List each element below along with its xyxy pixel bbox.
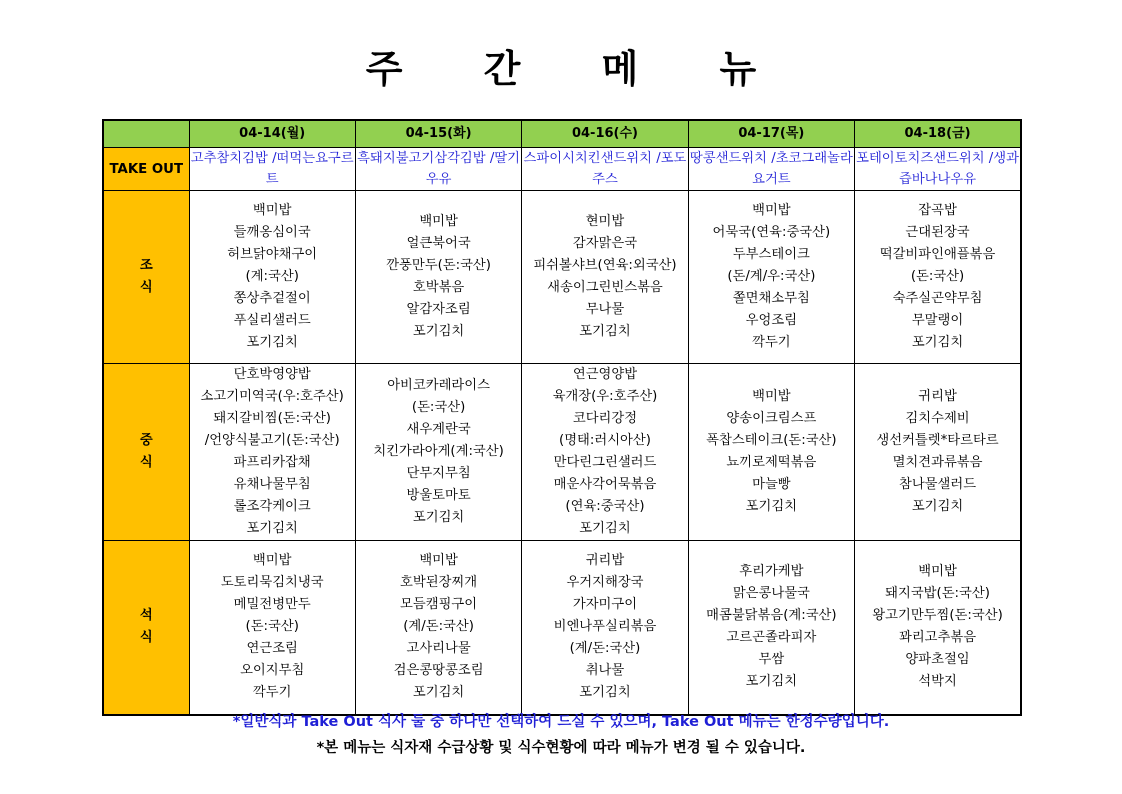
meal-label <box>103 191 189 364</box>
menu-item: 백미밥 <box>752 203 791 218</box>
takeout-label <box>103 148 189 191</box>
menu-item: 김치수제비 <box>905 411 970 426</box>
menu-item: 포기김치 <box>911 499 964 514</box>
menu-item: 왕고기만두찜(돈:국산) <box>872 608 1003 624</box>
menu-item: 우엉조림 <box>745 313 798 328</box>
menu-item: 피쉬볼샤브(연육:외국산) <box>533 258 677 273</box>
menu-item: /생과즙바나나우유 <box>898 151 1019 187</box>
menu-item: 아비코카레라이스 <box>387 378 490 393</box>
menu-item: (계:국산) <box>245 269 299 284</box>
menu-item: /떠먹는요구르트 <box>265 151 354 187</box>
menu-item: 포기김치 <box>579 521 631 536</box>
menu-item: 근대된장국 <box>905 225 970 240</box>
menu-item: 포기김치 <box>412 510 465 525</box>
menu-item: 포기김치 <box>246 521 298 536</box>
menu-cell <box>688 541 854 715</box>
row-label-line: 조 <box>139 258 153 273</box>
menu-item: 떡갈비파인애플볶음 <box>879 247 996 262</box>
menu-item: 코다리강정 <box>572 411 638 426</box>
menu-item: (돈:국산) <box>411 400 466 415</box>
menu-item: 포기김치 <box>412 324 465 339</box>
menu-cell <box>855 191 1021 364</box>
menu-item: 마늘빵 <box>752 477 791 492</box>
menu-item: 고르곤졸라피자 <box>726 630 817 646</box>
menu-item: 가자미구이 <box>572 597 638 613</box>
row-label-line: 식 <box>139 455 153 470</box>
menu-item: /포도주스 <box>592 151 687 187</box>
meal-row <box>103 364 1021 541</box>
menu-item: /언양식불고기(돈:국산) <box>204 433 340 448</box>
menu-item: 생선커틀렛*타르타르 <box>876 433 999 448</box>
menu-item: 방울토마토 <box>406 488 471 503</box>
menu-item: 포기김치 <box>246 335 298 350</box>
menu-item: 파프리카잡채 <box>233 455 311 470</box>
menu-item: 포기김치 <box>745 499 798 514</box>
menu-item: 단무지무침 <box>406 466 471 481</box>
menu-item: 포기김치 <box>911 335 964 350</box>
day-header: 04-18(금) <box>855 120 1021 148</box>
takeout-cell <box>522 148 688 191</box>
menu-item: 만다린그린샐러드 <box>553 455 657 470</box>
menu-item: (계/돈:국산) <box>569 641 641 657</box>
menu-item: 육개장(우:호주산) <box>552 389 658 404</box>
day-header: 04-15(화) <box>355 120 521 148</box>
menu-item: 석박지 <box>918 674 957 690</box>
menu-cell <box>855 364 1021 541</box>
menu-item: 푸실리샐러드 <box>233 313 311 328</box>
menu-cell <box>855 541 1021 715</box>
menu-item: 포테이토치즈샌드위치 <box>856 151 985 166</box>
menu-item: 쫄면채소무침 <box>732 291 810 306</box>
day-header: 04-17(목) <box>688 120 854 148</box>
menu-item: 모듬캠핑구이 <box>400 597 478 613</box>
menu-item: 포기김치 <box>412 685 465 701</box>
menu-item: 새송이그린빈스볶음 <box>547 280 663 295</box>
notice-takeout: *일반식과 Take Out 식사 둘 중 하나만 선택하여 드실 수 있으며, Take Out 메뉴는 한정수량입니다. <box>232 714 890 730</box>
menu-item: 무나물 <box>585 302 625 317</box>
menu-item: 백미밥 <box>419 553 458 569</box>
takeout-cell <box>189 148 355 191</box>
menu-item: 소고기미역국(우:호주산) <box>200 389 344 404</box>
menu-item: 백미밥 <box>252 203 292 218</box>
menu-item: 취나물 <box>585 663 625 679</box>
menu-item: 현미밥 <box>585 214 625 229</box>
menu-cell <box>189 364 355 541</box>
menu-item: 멸치견과류볶음 <box>892 455 983 470</box>
menu-item: 숙주실곤약무침 <box>892 291 983 306</box>
menu-cell <box>355 191 521 364</box>
menu-cell <box>355 541 521 715</box>
menu-item: 도토리묵김치냉국 <box>220 575 324 591</box>
menu-item: 매콤불닭볶음(계:국산) <box>706 608 837 624</box>
day-header: 04-16(수) <box>522 120 688 148</box>
menu-item: 우거지해장국 <box>566 575 644 591</box>
takeout-cell <box>855 148 1021 191</box>
menu-cell <box>688 364 854 541</box>
menu-item: 꽈리고추볶음 <box>898 630 977 646</box>
page-title: 주 간 메 뉴 <box>365 47 791 91</box>
menu-item: 돼지갈비찜(돈:국산) <box>213 411 331 426</box>
row-label-line: 식 <box>139 630 153 646</box>
menu-item: 허브닭야채구이 <box>227 247 318 262</box>
menu-item: /딸기우유 <box>425 151 521 187</box>
menu-cell <box>522 364 688 541</box>
menu-item: 흑돼지불고기삼각김밥 <box>357 151 486 166</box>
menu-item: 고추참치김밥 <box>190 151 268 166</box>
menu-item: 잡곡밥 <box>918 203 957 218</box>
takeout-row <box>103 148 1021 191</box>
menu-item: 참나물샐러드 <box>898 477 977 492</box>
menu-item: 후리가케밥 <box>739 564 804 580</box>
menu-item: 얼큰북어국 <box>406 236 471 251</box>
menu-item: 들깨옹심이국 <box>233 225 311 240</box>
menu-item: 백미밥 <box>752 389 791 404</box>
menu-cell <box>688 191 854 364</box>
menu-item: 백미밥 <box>252 553 292 569</box>
menu-cell <box>522 541 688 715</box>
weekly-menu-table <box>102 119 1022 716</box>
menu-item: 포기김치 <box>745 674 798 690</box>
menu-item: 스파이시치킨샌드위치 <box>523 151 652 166</box>
menu-item: 포기김치 <box>579 324 631 339</box>
menu-item: 양파초절임 <box>905 652 970 668</box>
menu-item: 감자맑은국 <box>572 236 638 251</box>
takeout-cell <box>688 148 854 191</box>
meal-row <box>103 541 1021 715</box>
menu-item: /초코그래놀라요거트 <box>752 151 853 187</box>
day-header: 04-14(월) <box>189 120 355 148</box>
menu-item: 유채나물무침 <box>233 477 311 492</box>
menu-item: 백미밥 <box>918 564 957 580</box>
menu-item: 땅콩샌드위치 <box>689 151 767 166</box>
menu-item: 어묵국(연육:중국산) <box>712 225 831 240</box>
menu-item: 두부스테이크 <box>732 247 810 262</box>
menu-cell <box>189 541 355 715</box>
menu-item: (돈/계/우:국산) <box>727 269 816 284</box>
row-label-line: OUT <box>151 161 184 177</box>
menu-cell <box>522 191 688 364</box>
menu-item: (돈:국산) <box>910 269 965 284</box>
menu-item: 백미밥 <box>419 214 458 229</box>
menu-item: 포기김치 <box>579 685 631 701</box>
menu-item: 맑은콩나물국 <box>732 586 810 602</box>
header-corner-cell <box>103 120 189 148</box>
menu-item: 오이지무침 <box>240 663 305 679</box>
menu-item: 돼지국밥(돈:국산) <box>885 586 990 602</box>
menu-item: (돈:국산) <box>245 619 299 635</box>
takeout-cell <box>355 148 521 191</box>
menu-item: 알감자조림 <box>406 302 471 317</box>
menu-item: 롤조각케이크 <box>233 499 311 514</box>
menu-item: 치킨가라아게(계:국산) <box>373 444 504 459</box>
menu-item: 뇨끼로제떡볶음 <box>726 455 817 470</box>
meal-label <box>103 364 189 541</box>
menu-item: 비엔나푸실리볶음 <box>553 619 657 635</box>
menu-item: 검은콩땅콩조림 <box>393 663 484 679</box>
menu-item: 연근조림 <box>246 641 298 657</box>
menu-item: 단호박영양밥 <box>233 367 311 382</box>
meal-label <box>103 541 189 715</box>
menu-item: 귀리밥 <box>918 389 957 404</box>
menu-item: 쫑상추겉절이 <box>233 291 311 306</box>
menu-item: 깍두기 <box>252 685 292 701</box>
menu-cell <box>355 364 521 541</box>
notice-menu-change: *본 메뉴는 식자재 수급상황 및 식수현황에 따라 메뉴가 변경 될 수 있습니다. <box>316 740 806 756</box>
menu-item: 호박볶음 <box>412 280 465 295</box>
header-row <box>103 120 1021 148</box>
menu-item: 메밀전병만두 <box>233 597 311 613</box>
menu-item: 매운사각어묵볶음 <box>553 477 657 492</box>
menu-item: 폭찹스테이크(돈:국산) <box>706 433 837 448</box>
row-label-line: 식 <box>139 280 153 295</box>
menu-item: 무쌈 <box>758 652 785 668</box>
meal-row <box>103 191 1021 364</box>
menu-item: 고사리나물 <box>406 641 471 657</box>
menu-cell <box>189 191 355 364</box>
menu-item: 새우계란국 <box>406 422 471 437</box>
row-label-line: TAKE <box>109 161 148 177</box>
menu-item: 연근영양밥 <box>572 367 638 382</box>
menu-item: 깐풍만두(돈:국산) <box>386 258 491 273</box>
menu-item: 깍두기 <box>752 335 791 350</box>
menu-item: (계/돈:국산) <box>403 619 474 635</box>
row-label-line: 석 <box>139 608 153 624</box>
row-label-line: 중 <box>139 433 153 448</box>
menu-item: 양송이크림스프 <box>726 411 817 426</box>
menu-item: 무말랭이 <box>911 313 964 328</box>
menu-item: 호박된장찌개 <box>400 575 478 591</box>
menu-item: (명태:러시아산) <box>559 433 651 448</box>
menu-item: (연육:중국산) <box>565 499 645 514</box>
menu-item: 귀리밥 <box>585 553 625 569</box>
